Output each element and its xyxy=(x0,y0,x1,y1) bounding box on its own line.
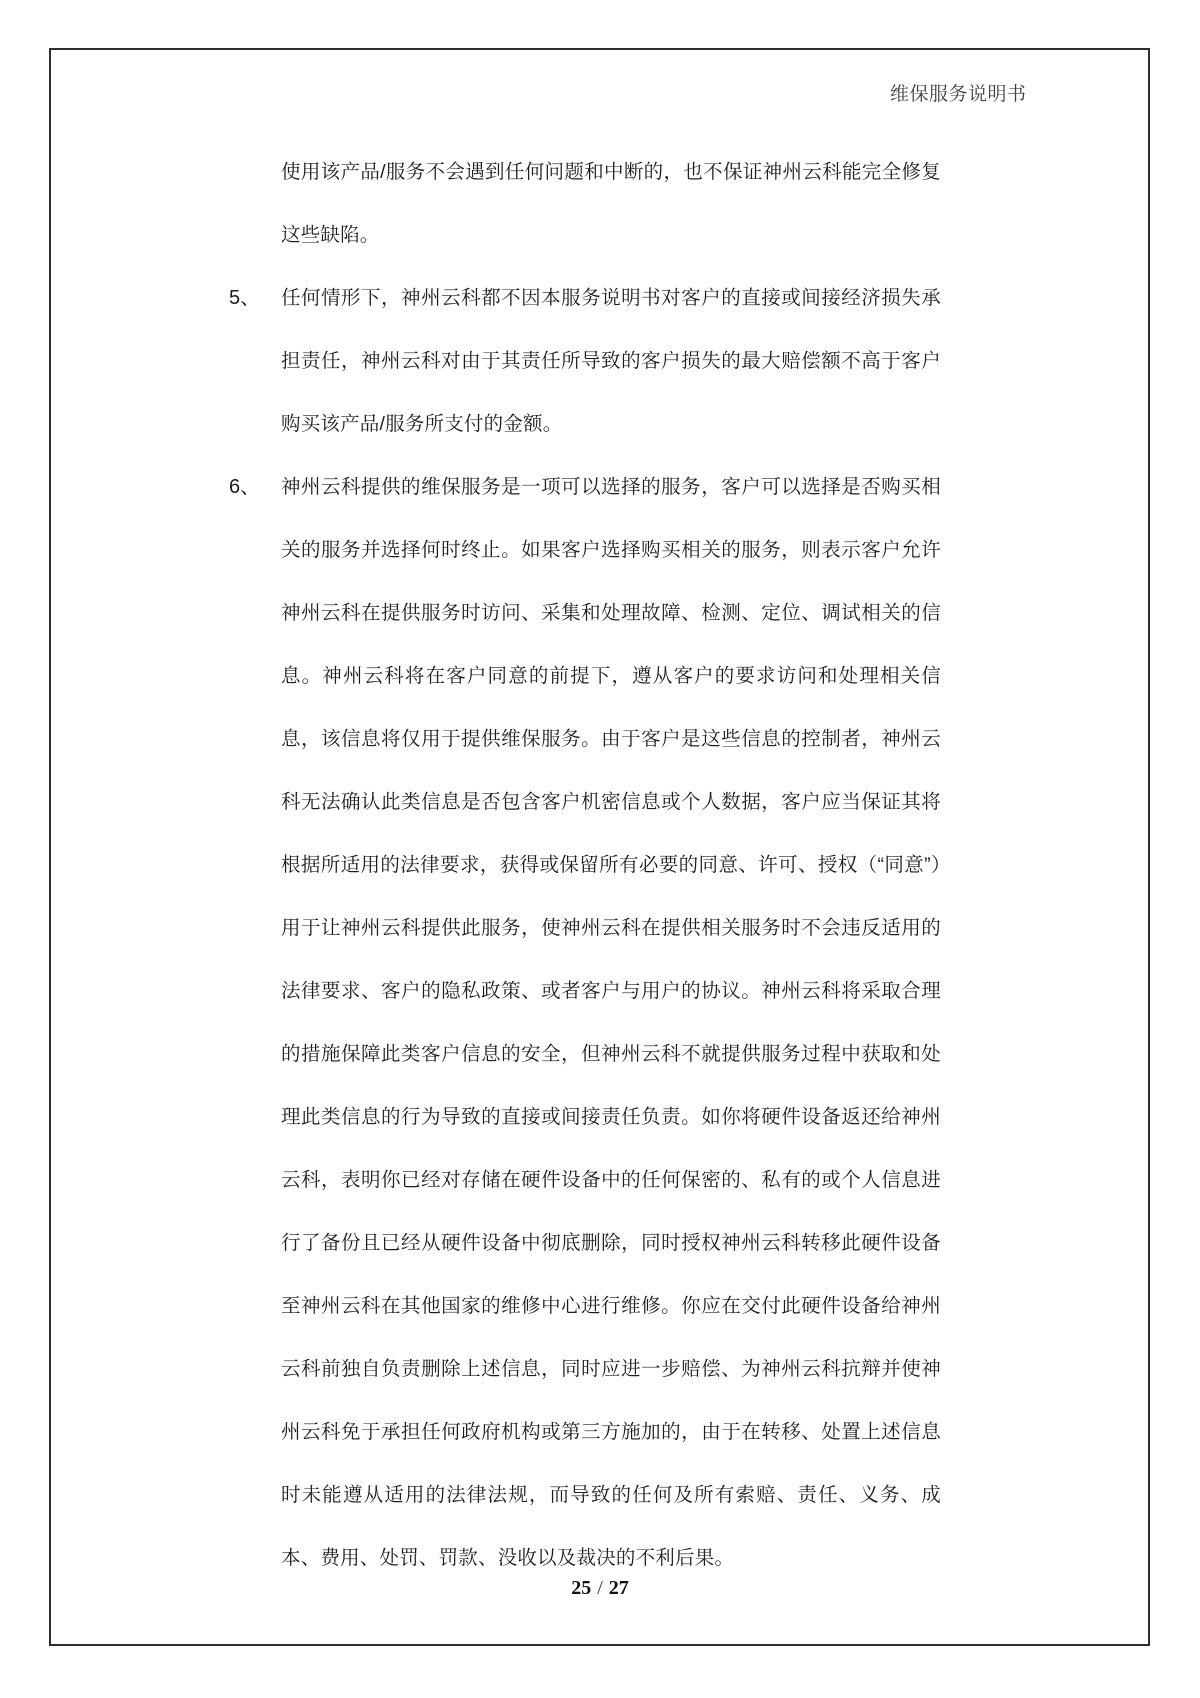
list-item-6-text: 神州云科提供的维保服务是一项可以选择的服务，客户可以选择是否购买相关的服务并选择何时终止。如果客户选择购买相关的服务，则表示客户允许神州云科在提供服务时访问、采集和处理故障、检测、定位、调试相关的信息。神州云科将在客户同意的前提下，遵从客户的要求访问和处理相关信息，该信息将仅用于提供维保服务。由于客户是这些信息的控制者，神州云科无法确认此类信息是否包含客户机密信息或个人数据，客户应当保证其将根据所适用的法律要求，获得或保留所有必要的同意、许可、授权（“同意”）用于让神州云科提供此服务，使神州云科在提供相关服务时不会违反适用的法律要求、客户的隐私政策、或者客户与用户的协议。神州云科将采取合理的措施保障此类客户信息的安全，但神州云科不就提供服务过程中获取和处理此类信息的行为导致的直接或间接责任负责。如你将硬件设备返还给神州云科，表明你已经对存储在硬件设备中的任何保密的、私有的或个人信息进行了备份且已经从硬件设备中彻底删除，同时授权神州云科转移此硬件设备至神州云科在其他国家的维修中心进行维修。你应在交付此硬件设备给神州云科前独自负责删除上述信息，同时应进一步赔偿、为神州云科抗辩并使神州云科免于承担任何政府机构或第三方施加的，由于在转移、处置上述信息时未能遵从适用的法律法规，而导致的任何及所有索赔、责任、义务、成本、费用、处罚、罚款、没收以及裁决的不利后果。 xyxy=(281,476,941,1569)
list-item-6-number: 6、 xyxy=(229,476,261,498)
list-item-5 xyxy=(229,267,941,456)
page-header-title: 维保服务说明书 xyxy=(890,84,1027,105)
page-number-current: 25 xyxy=(571,1577,592,1599)
page-footer xyxy=(0,1577,1200,1600)
list-item-6 xyxy=(229,456,941,1590)
paragraph-continuation: 使用该产品/服务不会遇到任何问题和中断的，也不保证神州云科能完全修复这些缺陷。 xyxy=(281,161,941,246)
page-number-separator: / xyxy=(597,1577,603,1599)
list-item-5-text: 任何情形下，神州云科都不因本服务说明书对客户的直接或间接经济损失承担责任，神州云科对由于其责任所导致的客户损失的最大赔偿额不高于客户购买该产品/服务所支付的金额。 xyxy=(281,287,941,435)
page-number-total: 27 xyxy=(608,1577,629,1599)
list-item-5-number: 5、 xyxy=(229,287,261,309)
document-body xyxy=(229,141,941,1590)
